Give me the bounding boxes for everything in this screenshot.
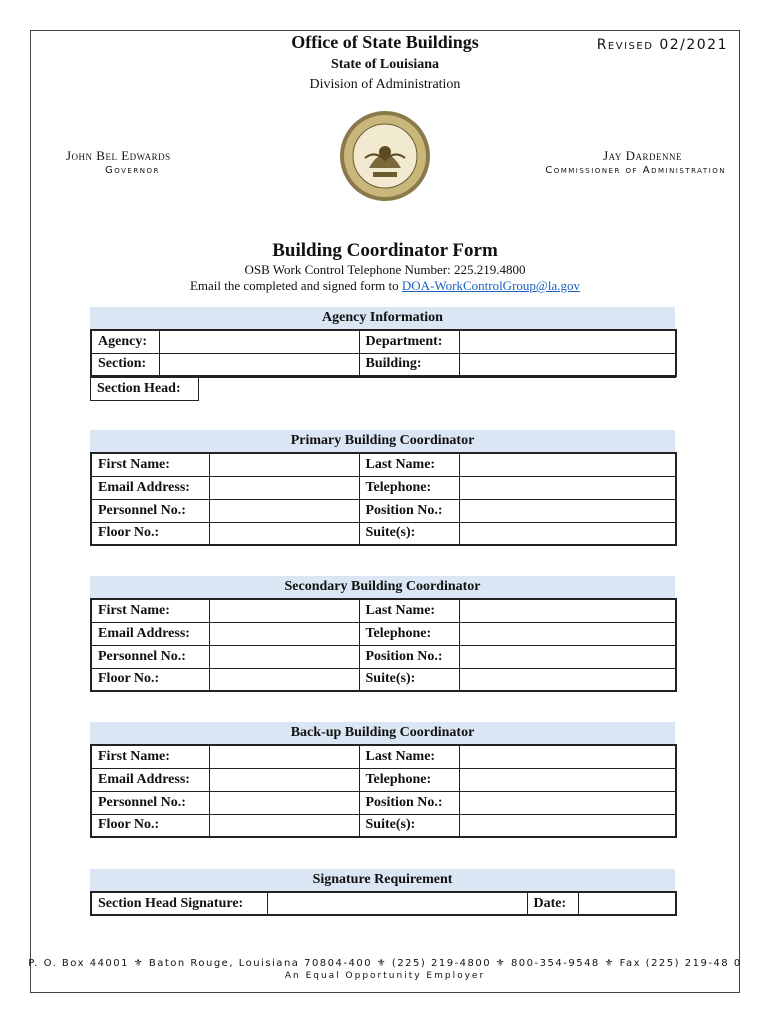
- signature-label: Section Head Signature:: [91, 892, 267, 915]
- governor-title: Governor: [105, 165, 160, 176]
- last-name-label: Last Name:: [359, 453, 459, 476]
- agency-section: [90, 307, 675, 401]
- telephone-label: Telephone:: [359, 476, 459, 499]
- floor-label: Floor No.:: [91, 814, 209, 837]
- primary-last-name-input[interactable]: [459, 453, 676, 476]
- secondary-first-name-input[interactable]: [209, 599, 359, 622]
- signature-table: [90, 891, 677, 916]
- agency-label: Agency:: [91, 330, 159, 353]
- commissioner-name: Jay Dardenne: [603, 148, 682, 163]
- telephone-label: Telephone:: [359, 768, 459, 791]
- secondary-personnel-input[interactable]: [209, 645, 359, 668]
- section-head-table: [90, 377, 676, 401]
- primary-telephone-input[interactable]: [459, 476, 676, 499]
- first-name-label: First Name:: [91, 453, 209, 476]
- section-input[interactable]: [159, 353, 359, 376]
- last-name-label: Last Name:: [359, 745, 459, 768]
- email-label: Email Address:: [91, 476, 209, 499]
- revised-date: Revised 02/2021: [596, 37, 728, 53]
- signature-header: Signature Requirement: [90, 869, 675, 891]
- state-seal-icon: [339, 110, 431, 202]
- section-head-label: Section Head:: [91, 378, 199, 401]
- backup-personnel-input[interactable]: [209, 791, 359, 814]
- building-label: Building:: [359, 353, 459, 376]
- position-label: Position No.:: [359, 499, 459, 522]
- agency-table: [90, 329, 677, 377]
- primary-header: Primary Building Coordinator: [90, 430, 675, 452]
- primary-table: [90, 452, 677, 546]
- date-label: Date:: [527, 892, 578, 915]
- primary-position-input[interactable]: [459, 499, 676, 522]
- agency-input[interactable]: [159, 330, 359, 353]
- personnel-label: Personnel No.:: [91, 791, 209, 814]
- backup-email-input[interactable]: [209, 768, 359, 791]
- secondary-header: Secondary Building Coordinator: [90, 576, 675, 598]
- suite-label: Suite(s):: [359, 522, 459, 545]
- personnel-label: Personnel No.:: [91, 645, 209, 668]
- backup-table: [90, 744, 677, 838]
- secondary-table: [90, 598, 677, 692]
- suite-label: Suite(s):: [359, 814, 459, 837]
- backup-coordinator-section: [90, 722, 675, 838]
- personnel-label: Personnel No.:: [91, 499, 209, 522]
- backup-floor-input[interactable]: [209, 814, 359, 837]
- primary-floor-input[interactable]: [209, 522, 359, 545]
- commissioner-title: Commissioner of Administration: [545, 165, 726, 176]
- backup-position-input[interactable]: [459, 791, 676, 814]
- primary-email-input[interactable]: [209, 476, 359, 499]
- primary-coordinator-section: [90, 430, 675, 546]
- secondary-last-name-input[interactable]: [459, 599, 676, 622]
- floor-label: Floor No.:: [91, 668, 209, 691]
- secondary-telephone-input[interactable]: [459, 622, 676, 645]
- position-label: Position No.:: [359, 791, 459, 814]
- signature-input[interactable]: [267, 892, 527, 915]
- secondary-floor-input[interactable]: [209, 668, 359, 691]
- email-instructions: [0, 278, 770, 294]
- department-label: Department:: [359, 330, 459, 353]
- backup-telephone-input[interactable]: [459, 768, 676, 791]
- secondary-coordinator-section: [90, 576, 675, 692]
- backup-suite-input[interactable]: [459, 814, 676, 837]
- division-title: Division of Administration: [309, 77, 461, 92]
- footer-eeo: An Equal Opportunity Employer: [284, 971, 486, 981]
- primary-suite-input[interactable]: [459, 522, 676, 545]
- backup-header: Back-up Building Coordinator: [90, 722, 675, 744]
- email-prefix: Email the completed and signed form to: [189, 278, 402, 293]
- last-name-label: Last Name:: [359, 599, 459, 622]
- first-name-label: First Name:: [91, 599, 209, 622]
- secondary-position-input[interactable]: [459, 645, 676, 668]
- office-title: Office of State Buildings: [291, 32, 479, 52]
- form-title: Building Coordinator Form: [272, 240, 498, 261]
- telephone-label: Telephone:: [359, 622, 459, 645]
- secondary-email-input[interactable]: [209, 622, 359, 645]
- work-control-phone: OSB Work Control Telephone Number: 225.219.4800: [244, 262, 526, 277]
- primary-personnel-input[interactable]: [209, 499, 359, 522]
- backup-first-name-input[interactable]: [209, 745, 359, 768]
- department-input[interactable]: [459, 330, 676, 353]
- section-head-input[interactable]: [199, 378, 676, 401]
- state-title: State of Louisiana: [330, 57, 440, 72]
- building-input[interactable]: [459, 353, 676, 376]
- date-input[interactable]: [578, 892, 676, 915]
- secondary-suite-input[interactable]: [459, 668, 676, 691]
- email-label: Email Address:: [91, 768, 209, 791]
- email-label: Email Address:: [91, 622, 209, 645]
- agency-header: Agency Information: [90, 307, 675, 329]
- suite-label: Suite(s):: [359, 668, 459, 691]
- position-label: Position No.:: [359, 645, 459, 668]
- floor-label: Floor No.:: [91, 522, 209, 545]
- backup-last-name-input[interactable]: [459, 745, 676, 768]
- primary-first-name-input[interactable]: [209, 453, 359, 476]
- section-label: Section:: [91, 353, 159, 376]
- email-link[interactable]: DOA-WorkControlGroup@la.gov: [401, 278, 581, 293]
- governor-name: John Bel Edwards: [66, 148, 171, 163]
- first-name-label: First Name:: [91, 745, 209, 768]
- footer-address: P. O. Box 44001 ⚜ Baton Rouge, Louisiana 70804-400 ⚜ (225) 219-4800 ⚜ 800-354-9548 ⚜ Fax (225) 219-48 0: [28, 958, 742, 969]
- signature-section: [90, 869, 675, 916]
